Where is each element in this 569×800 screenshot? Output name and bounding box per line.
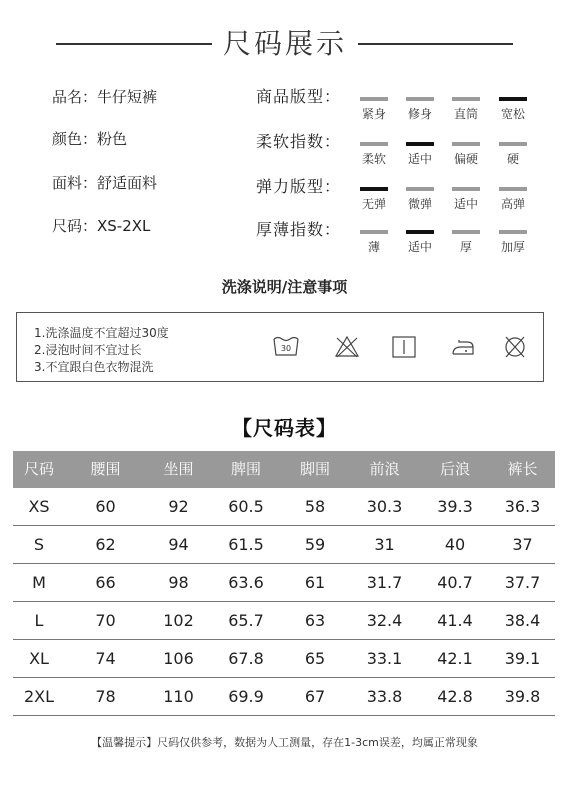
rating-bar [360,142,388,146]
measurement-cell: 67 [304,687,326,706]
size-cell: S [33,535,45,554]
measurement-cell: 70 [95,611,116,630]
measurement-cell: 37.7 [504,573,541,592]
measurement-cell: 65 [304,649,326,668]
rating-bar [360,230,388,234]
rating-bar [452,187,480,191]
table-row [13,564,555,602]
header-cell: 前浪 [369,460,400,478]
wash-note-3: 3.不宜跟白色衣物混洗 [34,360,154,374]
measurement-cell: 40.7 [437,573,473,592]
table-row [13,640,555,678]
rating-option-label: 加厚 [500,240,525,254]
no-bleach-icon [334,335,360,359]
rating-option-label: 硬 [506,152,519,166]
measurement-cell: 58 [304,497,326,516]
measurement-cell: 62 [95,535,116,554]
measurement-cell: 60 [95,497,116,516]
rating-bar-selected [406,230,434,234]
measurement-cell: 66 [95,573,116,592]
measurement-cell: 36.3 [504,497,541,516]
rating-label: 厚薄指数： [256,220,342,239]
rating-label: 商品版型： [256,87,342,106]
rating-option-label: 微弹 [407,197,432,211]
measurement-cell: 98 [168,573,189,592]
measurement-cell: 31.7 [366,573,403,592]
rating-bar [406,187,434,191]
rating-option-label: 修身 [407,107,432,121]
wash-note-1: 1.洗涤温度不宜超过30度 [34,326,169,340]
measurement-cell: 63.6 [228,573,264,592]
rating-option-label: 柔软 [361,152,386,166]
rating-label: 柔软指数： [256,132,342,151]
page-title: 尺码展示 [222,27,347,60]
rating-option-label: 适中 [453,197,478,211]
rating-bar [499,142,527,146]
rating-bar-selected [360,187,388,191]
measurement-cell: 32.4 [366,611,403,630]
measurement-cell: 40 [444,535,466,554]
title-divider-left [56,43,212,45]
measurement-cell: 65.7 [228,611,264,630]
measurement-cell: 69.9 [228,687,264,706]
size-disclaimer: 【温馨提示】尺码仅供参考，数据为人工测量，存在1-3cm误差，均属正常现象 [91,736,478,749]
size-cell: L [34,611,44,630]
product-size-range: 尺码：XS-2XL [52,217,151,235]
wash-30-icon [273,335,299,359]
header-cell: 腰围 [90,460,121,478]
measurement-cell: 42.1 [437,649,473,668]
header-cell: 尺码 [23,460,54,478]
measurement-cell: 61.5 [228,535,264,554]
rating-option-label: 适中 [407,240,432,254]
header-cell: 后浪 [439,460,470,478]
no-dry-clean-icon [502,335,528,359]
page-title-row [0,22,569,62]
measurement-cell: 39.8 [504,687,541,706]
rating-option-label: 宽松 [500,107,525,121]
rating-bar [452,142,480,146]
rating-bar [406,97,434,101]
wash-temp-label: 30 [280,344,292,353]
measurement-cell: 102 [163,611,194,630]
wash-note-2: 2.浸泡时间不宜过长 [34,343,142,357]
measurement-cell: 38.4 [504,611,541,630]
measurement-cell: 33.1 [366,649,403,668]
product-color: 颜色：粉色 [52,130,128,148]
product-name: 品名：牛仔短裤 [52,88,158,106]
size-cell: XS [28,497,50,516]
header-cell: 脾围 [230,460,261,478]
size-table-title: 【尺码表】 [232,416,337,440]
rating-bar [499,187,527,191]
size-table [13,451,555,716]
table-row [13,678,555,716]
size-table-body [13,488,555,716]
size-table-header [13,451,555,488]
measurement-cell: 110 [163,687,194,706]
measurement-cell: 67.8 [228,649,264,668]
wash-title: 洗涤说明/注意事项 [221,278,348,296]
measurement-cell: 37 [512,535,533,554]
rating-option-label: 偏硬 [453,152,478,166]
rating-bar [499,230,527,234]
measurement-cell: 63 [304,611,326,630]
title-divider-right [358,43,513,45]
measurement-cell: 42.8 [437,687,473,706]
rating-option-label: 适中 [407,152,432,166]
size-cell: 2XL [23,687,55,706]
rating-option-label: 无弹 [361,197,386,211]
rating-bar [452,97,480,101]
rating-bar-selected [499,97,527,101]
header-cell: 脚围 [299,460,330,478]
rating-option-label: 直筒 [453,107,478,121]
size-cell: M [32,573,46,592]
measurement-cell: 30.3 [366,497,403,516]
measurement-cell: 39.1 [504,649,541,668]
measurement-cell: 106 [163,649,194,668]
rating-bar [360,97,388,101]
rating-bar [452,230,480,234]
rating-option-label: 紧身 [361,107,386,121]
header-cell: 坐围 [163,460,194,478]
measurement-cell: 39.3 [437,497,473,516]
rating-bar-selected [406,142,434,146]
measurement-cell: 78 [95,687,116,706]
table-row [13,526,555,564]
measurement-cell: 33.8 [366,687,403,706]
product-fabric: 面料：舒适面料 [52,174,158,192]
measurement-cell: 94 [168,535,189,554]
iron-icon [450,335,476,359]
measurement-cell: 31 [374,535,395,554]
rating-option-label: 薄 [367,240,380,254]
measurement-cell: 61 [304,573,326,592]
tumble-dry-icon [391,335,417,359]
header-cell: 裤长 [507,460,538,478]
table-row [13,488,555,526]
rating-option-label: 高弹 [500,197,525,211]
rating-option-label: 厚 [459,240,472,254]
measurement-cell: 59 [304,535,326,554]
table-row [13,602,555,640]
measurement-cell: 74 [95,649,116,668]
measurement-cell: 41.4 [437,611,473,630]
measurement-cell: 92 [168,497,189,516]
measurement-cell: 60.5 [228,497,264,516]
size-cell: XL [29,649,49,668]
rating-label: 弹力版型： [256,177,342,196]
